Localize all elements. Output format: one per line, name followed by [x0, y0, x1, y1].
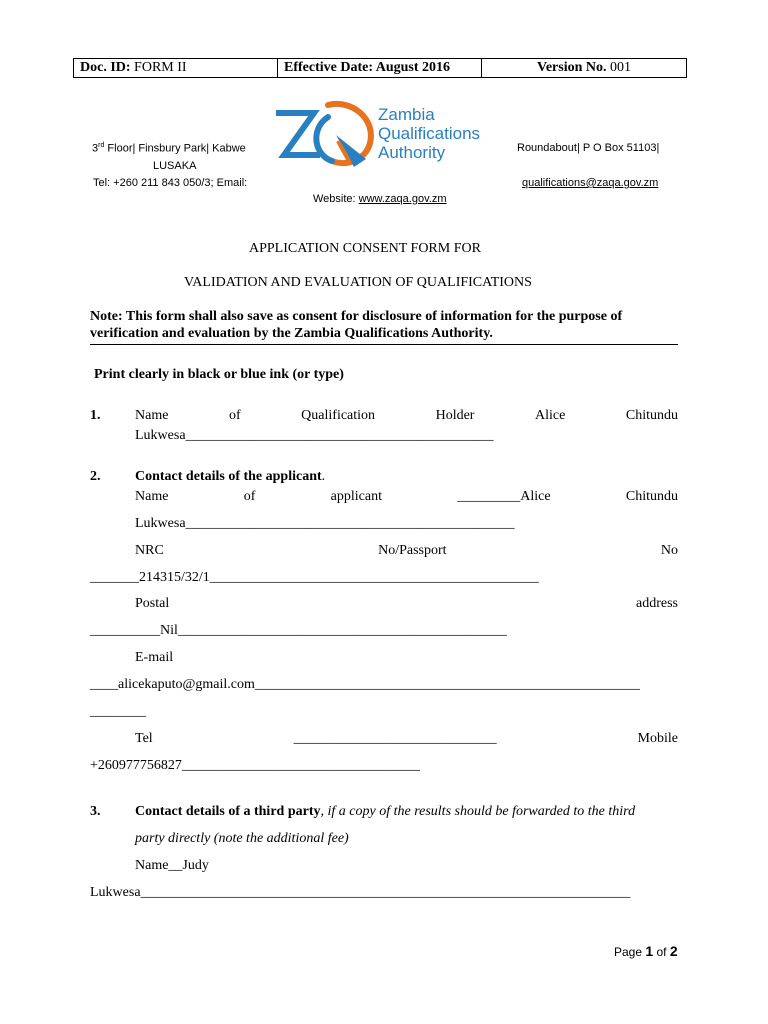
address-city: LUSAKA [153, 160, 197, 172]
applicant-name-line-1 [135, 489, 678, 505]
section-1-word: Qualification [301, 408, 376, 423]
section-1-word: Name [135, 408, 169, 423]
section-3-heading [135, 804, 635, 820]
tel-line-1 [135, 731, 678, 747]
page-number: 1 [645, 943, 654, 959]
postal-line-1 [135, 596, 678, 612]
doc-id-label: Doc. ID: [80, 60, 131, 75]
page-footer [614, 943, 678, 959]
third-party-name-field[interactable]: Lukwesa______________________________________________________________________ [90, 885, 631, 900]
version-value: 001 [610, 60, 631, 75]
version-cell [482, 59, 687, 78]
section-1-word: Holder [435, 408, 475, 423]
applicant-name-field[interactable]: Lukwesa_______________________________________________ [135, 516, 515, 531]
tel-word: Tel [135, 731, 153, 746]
form-title-line-2: VALIDATION AND EVALUATION OF QUALIFICATIONS [184, 275, 532, 290]
zaqa-logo [270, 97, 502, 177]
applicant-name-word: of [243, 489, 256, 504]
address-floor-sup: rd [98, 142, 105, 149]
zq-emblem-icon [270, 97, 380, 177]
section-2-heading-text: Contact details of the applicant [135, 469, 322, 484]
print-instruction: Print clearly in black or blue ink (or type) [94, 367, 344, 382]
section-3-heading-italic: , if a copy of the results should be forwarded to the third [320, 804, 636, 819]
website-link[interactable]: www.zaqa.gov.zm [358, 193, 447, 205]
effective-date-cell [278, 59, 482, 78]
nrc-word: No/Passport [378, 543, 447, 558]
section-1-number: 1. [90, 408, 101, 423]
section-2-number: 2. [90, 469, 101, 484]
email-field-continuation[interactable]: ________ [90, 704, 146, 719]
address-tel: Tel: +260 211 843 050/3; Email: [93, 177, 248, 189]
note-line-1: Note: This form shall also save as consent for disclosure of information for the purpose of [90, 309, 623, 324]
section-1-line-1 [135, 408, 678, 424]
note-line-2: verification and evaluation by the Zambia Qualifications Authority. [90, 326, 493, 341]
mobile-field[interactable]: +260977756827__________________________________ [90, 758, 420, 773]
postal-address-field[interactable]: __________Nil_______________________________________________ [90, 623, 507, 638]
version-label: Version No. [537, 60, 607, 75]
website-label: Website: [313, 193, 359, 205]
applicant-name-word: Name [135, 489, 169, 504]
applicant-name-word: applicant [330, 489, 382, 504]
nrc-line-1 [135, 543, 678, 559]
tel-word: _____________________________ [293, 731, 497, 746]
applicant-name-word: Chitundu [625, 489, 678, 504]
address-email-link[interactable]: qualifications@zaqa.gov.zm [522, 177, 659, 189]
page-of-label: of [653, 945, 670, 959]
nrc-field[interactable]: _______214315/32/1_______________________________________________ [90, 570, 539, 585]
section-2-heading [135, 469, 325, 485]
email-label: E-mail [135, 650, 174, 665]
section-2-heading-suffix: . [321, 469, 326, 484]
postal-word: address [636, 596, 678, 611]
page-label: Page [614, 945, 646, 959]
section-1-word: Chitundu [625, 408, 678, 423]
qualification-holder-field[interactable]: Lukwesa____________________________________________ [135, 428, 494, 443]
doc-id-value: FORM II [134, 60, 187, 75]
section-1-word: Alice [535, 408, 566, 423]
note-underline [90, 344, 678, 345]
section-3-line-2: party directly (note the additional fee) [135, 831, 349, 846]
section-1-word: of [228, 408, 241, 423]
nrc-word: No [660, 543, 678, 558]
address-floor-number: 3 [92, 142, 99, 155]
website-line [313, 193, 446, 205]
address-line1-text: Floor| Finsbury Park| Kabwe [104, 142, 246, 155]
logo-text-line-2: Qualifications [378, 124, 481, 143]
doc-id-cell [74, 59, 278, 78]
applicant-name-word: _________Alice [457, 489, 551, 504]
document-header-table [73, 58, 687, 78]
effective-date-label: Effective Date: August 2016 [284, 60, 451, 75]
postal-word: Postal [135, 596, 170, 611]
address-line-1 [92, 142, 246, 155]
logo-text-line-3: Authority [378, 143, 446, 162]
tel-word: Mobile [637, 731, 678, 746]
nrc-word: NRC [135, 543, 164, 558]
address-line-1-right: Roundabout| P O Box 51103| [517, 142, 660, 154]
third-party-name-label: Name__Judy [135, 858, 209, 873]
section-3-number: 3. [90, 804, 101, 819]
section-3-heading-text: Contact details of a third party [135, 804, 321, 819]
email-field[interactable]: ____alicekaputo@gmail.com_______________________________________________________ [90, 677, 640, 692]
logo-text-line-1: Zambia [378, 105, 435, 124]
page-total: 2 [669, 943, 678, 959]
form-title-line-1: APPLICATION CONSENT FORM FOR [249, 241, 481, 256]
